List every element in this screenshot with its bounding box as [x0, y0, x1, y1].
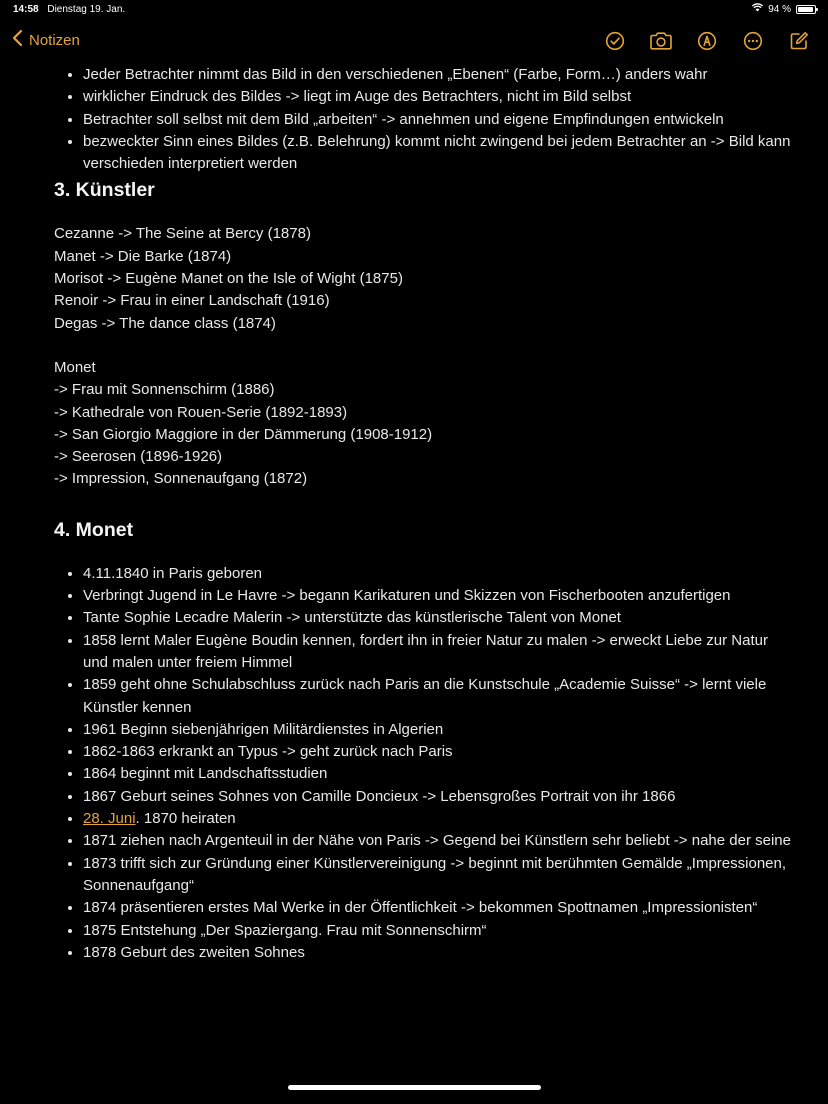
monet-bullet-list	[54, 563, 794, 964]
list-item: • Verbringt Jugend in Le Havre -> begann Karikaturen und Skizzen von Fischerbooten anzufertigen	[83, 585, 794, 607]
artist-list	[54, 223, 794, 334]
battery-percentage: 94 %	[768, 3, 791, 15]
list-item: • 1874 präsentieren erstes Mal Werke in der Öffentlichkeit -> bekommen Spottnamen „Impressionisten“	[83, 897, 794, 919]
list-item: • 1871 ziehen nach Argenteuil in der Nähe von Paris -> Gegend bei Künstlern sehr beliebt -> nahe der seine	[83, 830, 794, 852]
status-date: Dienstag 19. Jan.	[47, 4, 126, 15]
list-item: • 1961 Beginn siebenjährigen Militärdienstes in Algerien	[83, 719, 794, 741]
list-item: • wirklicher Eindruck des Bildes -> liegt im Auge des Betrachters, nicht im Bild selbst	[83, 86, 794, 108]
toolbar-actions	[603, 29, 811, 53]
list-item: • 1875 Entstehung „Der Spaziergang. Frau mit Sonnenschirm“	[83, 920, 794, 942]
date-link[interactable]: 28. Juni	[83, 810, 136, 828]
section-heading-kuenstler: 3. Künstler	[54, 179, 155, 202]
monet-title: Monet	[54, 358, 96, 376]
more-ellipsis-icon[interactable]	[741, 29, 765, 53]
list-item: • Jeder Betrachter nimmt das Bild in den verschiedenen „Ebenen“ (Farbe, Form…) anders wahr	[83, 64, 794, 86]
artist-line: Cezanne -> The Seine at Bercy (1878)	[54, 225, 311, 243]
list-item: • bezweckter Sinn eines Bildes (z.B. Belehrung) kommt nicht zwingend bei jedem Betrachter an -> Bild kann verschieden interpretiert werden	[83, 131, 794, 176]
blank-line	[54, 335, 794, 357]
artist-line: Morisot -> Eugène Manet on the Isle of Wight (1875)	[54, 270, 403, 288]
back-to-notes-button[interactable]	[12, 29, 80, 51]
list-item: • 1867 Geburt seines Sohnes von Camille Doncieux -> Lebensgroßes Portrait von ihr 1866	[83, 786, 794, 808]
note-body[interactable]	[54, 64, 794, 964]
section-heading-monet: 4. Monet	[54, 518, 134, 541]
battery-level	[798, 7, 813, 12]
list-item: • 1873 trifft sich zur Gründung einer Künstlervereinigung -> beginnt mit berühmten Gemälde „Impressionen, Sonnenaufgang“	[83, 853, 794, 898]
monet-work-line: -> Kathedrale von Rouen-Serie (1892-1893)	[54, 403, 348, 421]
list-item: • 1864 beginnt mit Landschaftsstudien	[83, 763, 794, 785]
monet-work-line: -> Impression, Sonnenaufgang (1872)	[54, 470, 308, 488]
back-label: Notizen	[29, 31, 80, 49]
artist-line: Renoir -> Frau in einer Landschaft (1916)	[54, 292, 330, 310]
notes-toolbar	[0, 26, 828, 56]
intro-bullet-list	[54, 64, 794, 175]
chevron-left-icon	[12, 29, 23, 51]
list-item: • Betrachter soll selbst mit dem Bild „arbeiten“ -> annehmen und eigene Empfindungen entwickeln	[83, 109, 794, 131]
list-item-text: . 1870 heiraten	[135, 810, 236, 828]
compose-icon[interactable]	[787, 29, 811, 53]
list-item: • Tante Sophie Lecadre Malerin -> unterstützte das künstlerische Talent von Monet	[83, 607, 794, 629]
list-item	[83, 808, 794, 830]
monet-work-line: -> Frau mit Sonnenschirm (1886)	[54, 381, 275, 399]
monet-works-list	[54, 357, 794, 491]
status-time-date	[13, 4, 125, 15]
markup-pen-icon[interactable]	[695, 29, 719, 53]
battery-icon	[796, 5, 816, 14]
list-item: • 1858 lernt Maler Eugène Boudin kennen, fordert ihn in freier Natur zu malen -> erweckt Liebe zur Natur und malen unter freiem Himmel	[83, 630, 794, 675]
list-item: • 1862-1863 erkrankt an Typus -> geht zurück nach Paris	[83, 741, 794, 763]
status-bar	[0, 0, 828, 20]
camera-icon[interactable]	[649, 29, 673, 53]
monet-work-line: -> Seerosen (1896-1926)	[54, 448, 223, 466]
list-item: • 1859 geht ohne Schulabschluss zurück nach Paris an die Kunstschule „Academie Suisse“ -> lernt viele Künstler kennen	[83, 674, 794, 719]
wifi-icon	[752, 3, 763, 15]
list-item: • 1878 Geburt des zweiten Sohnes	[83, 942, 794, 964]
check-circle-icon[interactable]	[603, 29, 627, 53]
monet-work-line: -> San Giorgio Maggiore in der Dämmerung (1908-1912)	[54, 425, 433, 443]
status-indicators	[752, 3, 816, 15]
list-item: • 4.11.1840 in Paris geboren	[83, 563, 794, 585]
artist-line: Degas -> The dance class (1874)	[54, 314, 276, 332]
artist-line: Manet -> Die Barke (1874)	[54, 247, 232, 265]
home-indicator[interactable]	[288, 1085, 541, 1090]
status-time: 14:58	[13, 4, 39, 15]
